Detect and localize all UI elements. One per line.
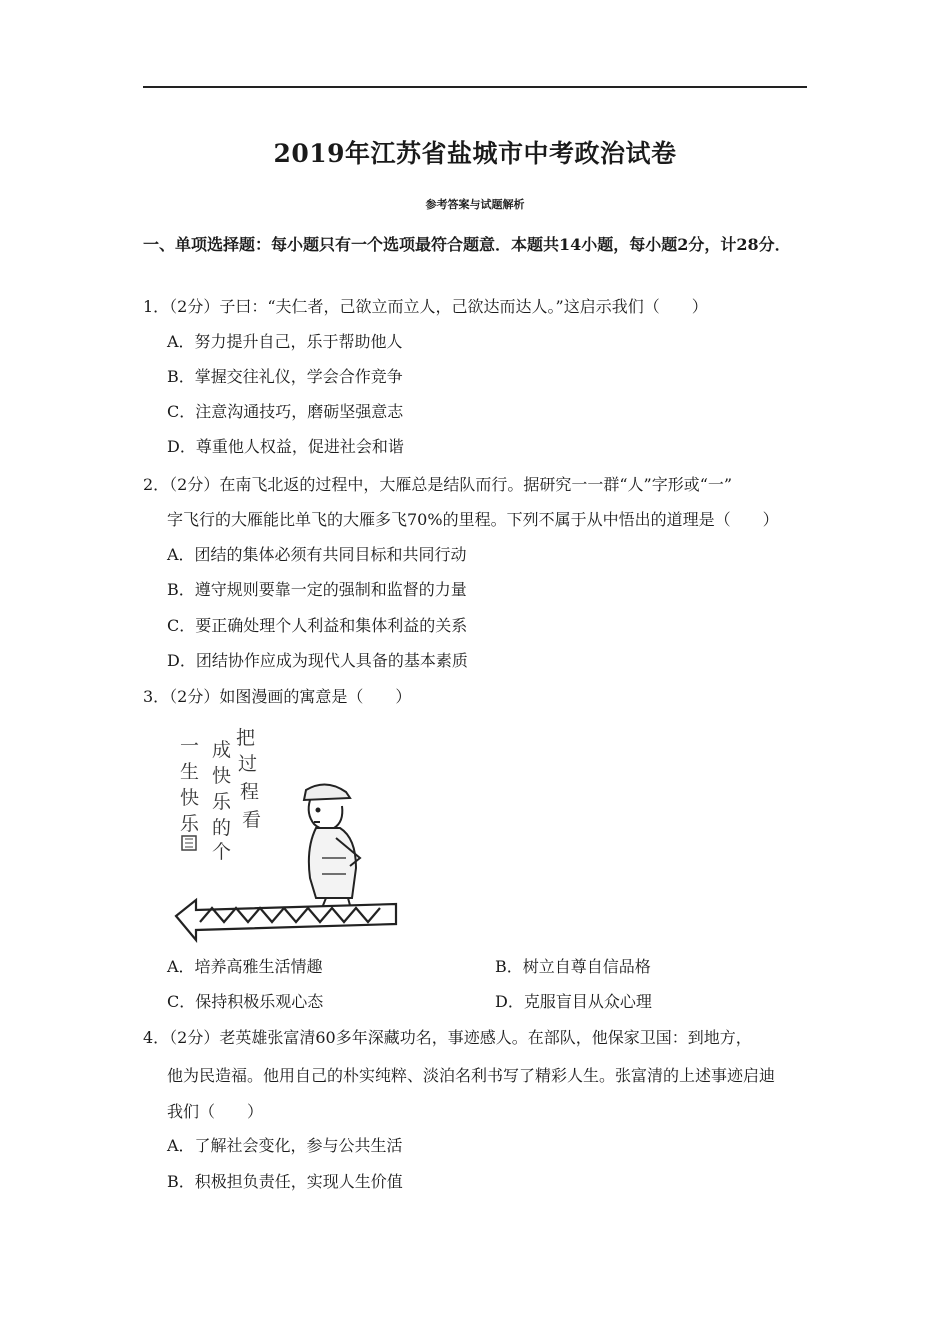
cartoon-char: 看 <box>242 809 262 831</box>
cartoon-char: 成 <box>212 739 232 761</box>
question-4-stem: 4．（2分）老英雄张富清60多年深藏功名，事迹感人。在部队，他保家卫国：到地方， <box>143 1028 752 1047</box>
question-1-option-d: D．尊重他人权益，促进社会和谐 <box>167 437 404 456</box>
question-3-option-a: A．培养高雅生活情趣 <box>167 957 323 976</box>
question-2-option-b: B．遵守规则要靠一定的强制和监督的力量 <box>167 580 467 599</box>
question-4-stem-continued-2: 我们（ ） <box>167 1102 264 1121</box>
question-4-stem-continued: 他为民造福。他用自己的朴实纯粹、淡泊名利书写了精彩人生。张富清的上述事迹启迪 <box>167 1066 776 1085</box>
question-1-stem: 1．（2分）子曰：“夫仁者，己欲立而立人，己欲达而达人。”这启示我们（ ） <box>143 297 708 316</box>
question-3-option-b: B．树立自尊自信品格 <box>495 957 651 976</box>
cartoon-char: 快 <box>180 787 200 809</box>
question-2-stem: 2．（2分）在南飞北返的过程中，大雁总是结队而行。据研究一一群“人”字形或“一” <box>143 475 733 494</box>
question-2-stem-continued: 字飞行的大雁能比单飞的大雁多飞70%的里程。下列不属于从中悟出的道理是（ ） <box>167 510 779 529</box>
question-3-stem: 3．（2分）如图漫画的寓意是（ ） <box>143 687 412 706</box>
question-3-option-d: D．克服盲目从众心理 <box>495 992 652 1011</box>
cartoon-char: 的 <box>212 817 232 839</box>
cartoon-char: 程 <box>240 781 260 803</box>
cartoon-char: 乐 <box>212 791 232 813</box>
document-title: 2019年江苏省盐城市中考政治试卷 <box>273 139 677 168</box>
walking-man-icon <box>304 784 368 920</box>
question-3-option-c: C．保持积极乐观心态 <box>167 992 324 1011</box>
question-2-option-d: D．团结协作应成为现代人具备的基本素质 <box>167 651 468 670</box>
question-1-option-a: A．努力提升自己，乐于帮助他人 <box>167 332 403 351</box>
cartoon-char: 把 <box>236 727 256 749</box>
question-4-option-a: A．了解社会变化，参与公共生活 <box>167 1136 403 1155</box>
cartoon-char: 一 <box>180 735 200 757</box>
document-subtitle: 参考答案与试题解析 <box>425 198 525 211</box>
question-2-option-a: A．团结的集体必须有共同目标和共同行动 <box>167 545 467 564</box>
question-1-option-b: B．掌握交往礼仪，学会合作竞争 <box>167 367 403 386</box>
cartoon-char: 过 <box>238 753 258 775</box>
cartoon-char: 个 <box>212 841 232 863</box>
cartoon-char: 生 <box>180 761 200 783</box>
cartoon-char: 乐 <box>180 813 200 835</box>
question-1-option-c: C．注意沟通技巧，磨砺坚强意志 <box>167 402 404 421</box>
cartoon-char: 快 <box>212 765 232 787</box>
cartoon-image <box>166 718 406 943</box>
header-rule <box>143 86 807 88</box>
section-heading: 一、单项选择题：每小题只有一个选项最符合题意．本题共14小题，每小题2分，计28分． <box>143 235 791 254</box>
question-2-option-c: C．要正确处理个人利益和集体利益的关系 <box>167 616 468 635</box>
question-4-option-b: B．积极担负责任，实现人生价值 <box>167 1172 403 1191</box>
left-arrow-icon <box>176 900 396 940</box>
